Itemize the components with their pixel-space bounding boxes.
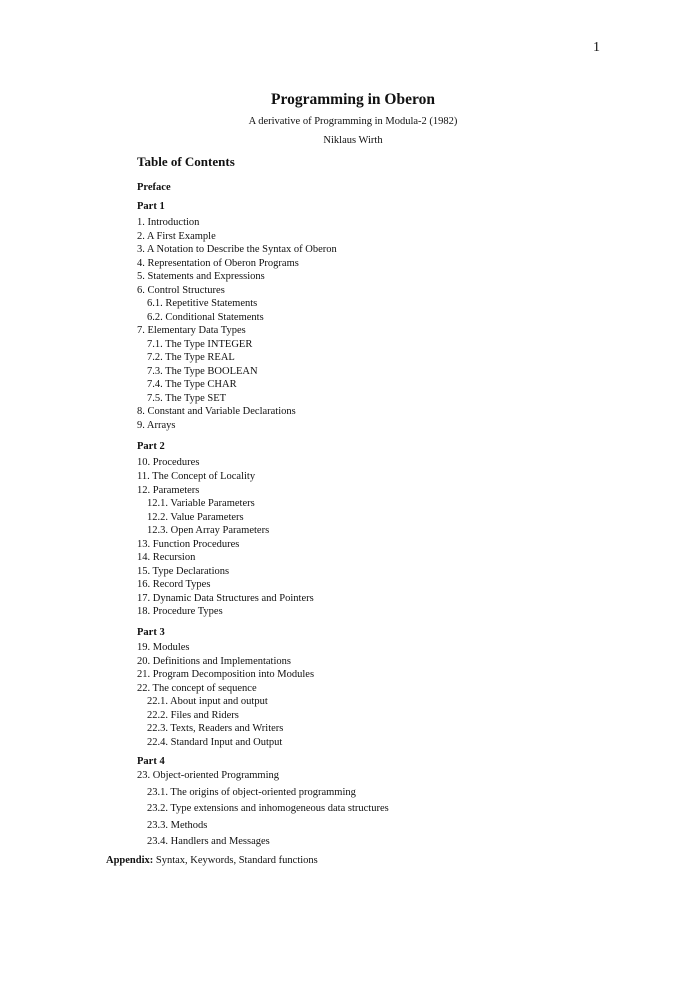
toc-subentry: 7.2. The Type REAL	[147, 352, 235, 363]
toc-entry: 23. Object-oriented Programming	[137, 770, 280, 781]
document-author: Niklaus Wirth	[323, 135, 383, 146]
toc-entry: 18. Procedure Types	[137, 606, 223, 617]
toc-subentry: 7.4. The Type CHAR	[147, 379, 237, 390]
toc-entry: 8. Constant and Variable Declarations	[137, 406, 296, 417]
toc-preface: Preface	[137, 182, 171, 193]
toc-entry: 4. Representation of Oberon Programs	[137, 257, 299, 269]
toc-entry: 9. Arrays	[137, 420, 176, 431]
document-subtitle: A derivative of Programming in Modula-2 (1982)	[248, 116, 458, 127]
part2-heading: Part 2	[137, 441, 165, 452]
toc-subentry: 6.2. Conditional Statements	[147, 311, 264, 323]
toc-entry: 6. Control Structures	[137, 284, 225, 296]
toc-subentry: 22.1. About input and output	[147, 696, 268, 707]
toc-entry: 1. Introduction	[137, 217, 200, 228]
toc-subentry: 7.3. The Type BOOLEAN	[147, 365, 258, 377]
page-number: 1	[593, 40, 600, 55]
toc-entry: 10. Procedures	[137, 457, 200, 468]
toc-entry: 15. Type Declarations	[137, 565, 230, 577]
toc-entry: 22. The concept of sequence	[137, 682, 257, 694]
toc-entry: 16. Record Types	[137, 579, 211, 590]
toc-subentry: 12.2. Value Parameters	[147, 511, 244, 523]
toc-entry: 21. Program Decomposition into Modules	[137, 669, 315, 680]
toc-subentry: 7.5. The Type SET	[147, 392, 227, 404]
toc-entry: 3. A Notation to Describe the Syntax of Oberon	[137, 244, 337, 255]
part4-heading: Part 4	[137, 756, 165, 767]
toc-entry: 12. Parameters	[137, 484, 200, 496]
toc-entry: 11. The Concept of Locality	[137, 471, 256, 482]
toc-subentry: 22.3. Texts, Readers and Writers	[147, 723, 284, 734]
toc-entry: 7. Elementary Data Types	[137, 325, 246, 336]
part3-heading: Part 3	[137, 627, 165, 638]
toc-subentry: 7.1. The Type INTEGER	[147, 338, 253, 350]
appendix-label: Appendix:	[106, 855, 154, 866]
toc-heading: Table of Contents	[137, 154, 235, 169]
toc-subentry: 23.1. The origins of object-oriented programming	[147, 786, 356, 798]
toc-subentry: 22.2. Files and Riders	[147, 709, 239, 721]
document-title: Programming in Oberon	[271, 91, 435, 108]
toc-entry: 19. Modules	[137, 642, 190, 653]
toc-subentry: 12.3. Open Array Parameters	[147, 525, 270, 536]
toc-entry: 13. Function Procedures	[137, 538, 240, 550]
toc-subentry: 22.4. Standard Input and Output	[147, 736, 283, 748]
toc-subentry: 23.4. Handlers and Messages	[147, 836, 270, 847]
part1-heading: Part 1	[137, 201, 165, 212]
toc-entry: 20. Definitions and Implementations	[137, 655, 291, 667]
toc-subentry: 23.3. Methods	[147, 819, 208, 831]
toc-entry: 2. A First Example	[137, 230, 216, 242]
toc-subentry: 12.1. Variable Parameters	[147, 498, 255, 509]
toc-entry: 14. Recursion	[137, 552, 196, 563]
toc-subentry: 23.2. Type extensions and inhomogeneous data structures	[147, 803, 389, 814]
toc-entry: 17. Dynamic Data Structures and Pointers	[137, 592, 314, 604]
toc-entry: 5. Statements and Expressions	[137, 271, 265, 282]
toc-appendix	[106, 854, 318, 867]
appendix-text: Syntax, Keywords, Standard functions	[153, 855, 318, 866]
toc-subentry: 6.1. Repetitive Statements	[147, 298, 258, 309]
